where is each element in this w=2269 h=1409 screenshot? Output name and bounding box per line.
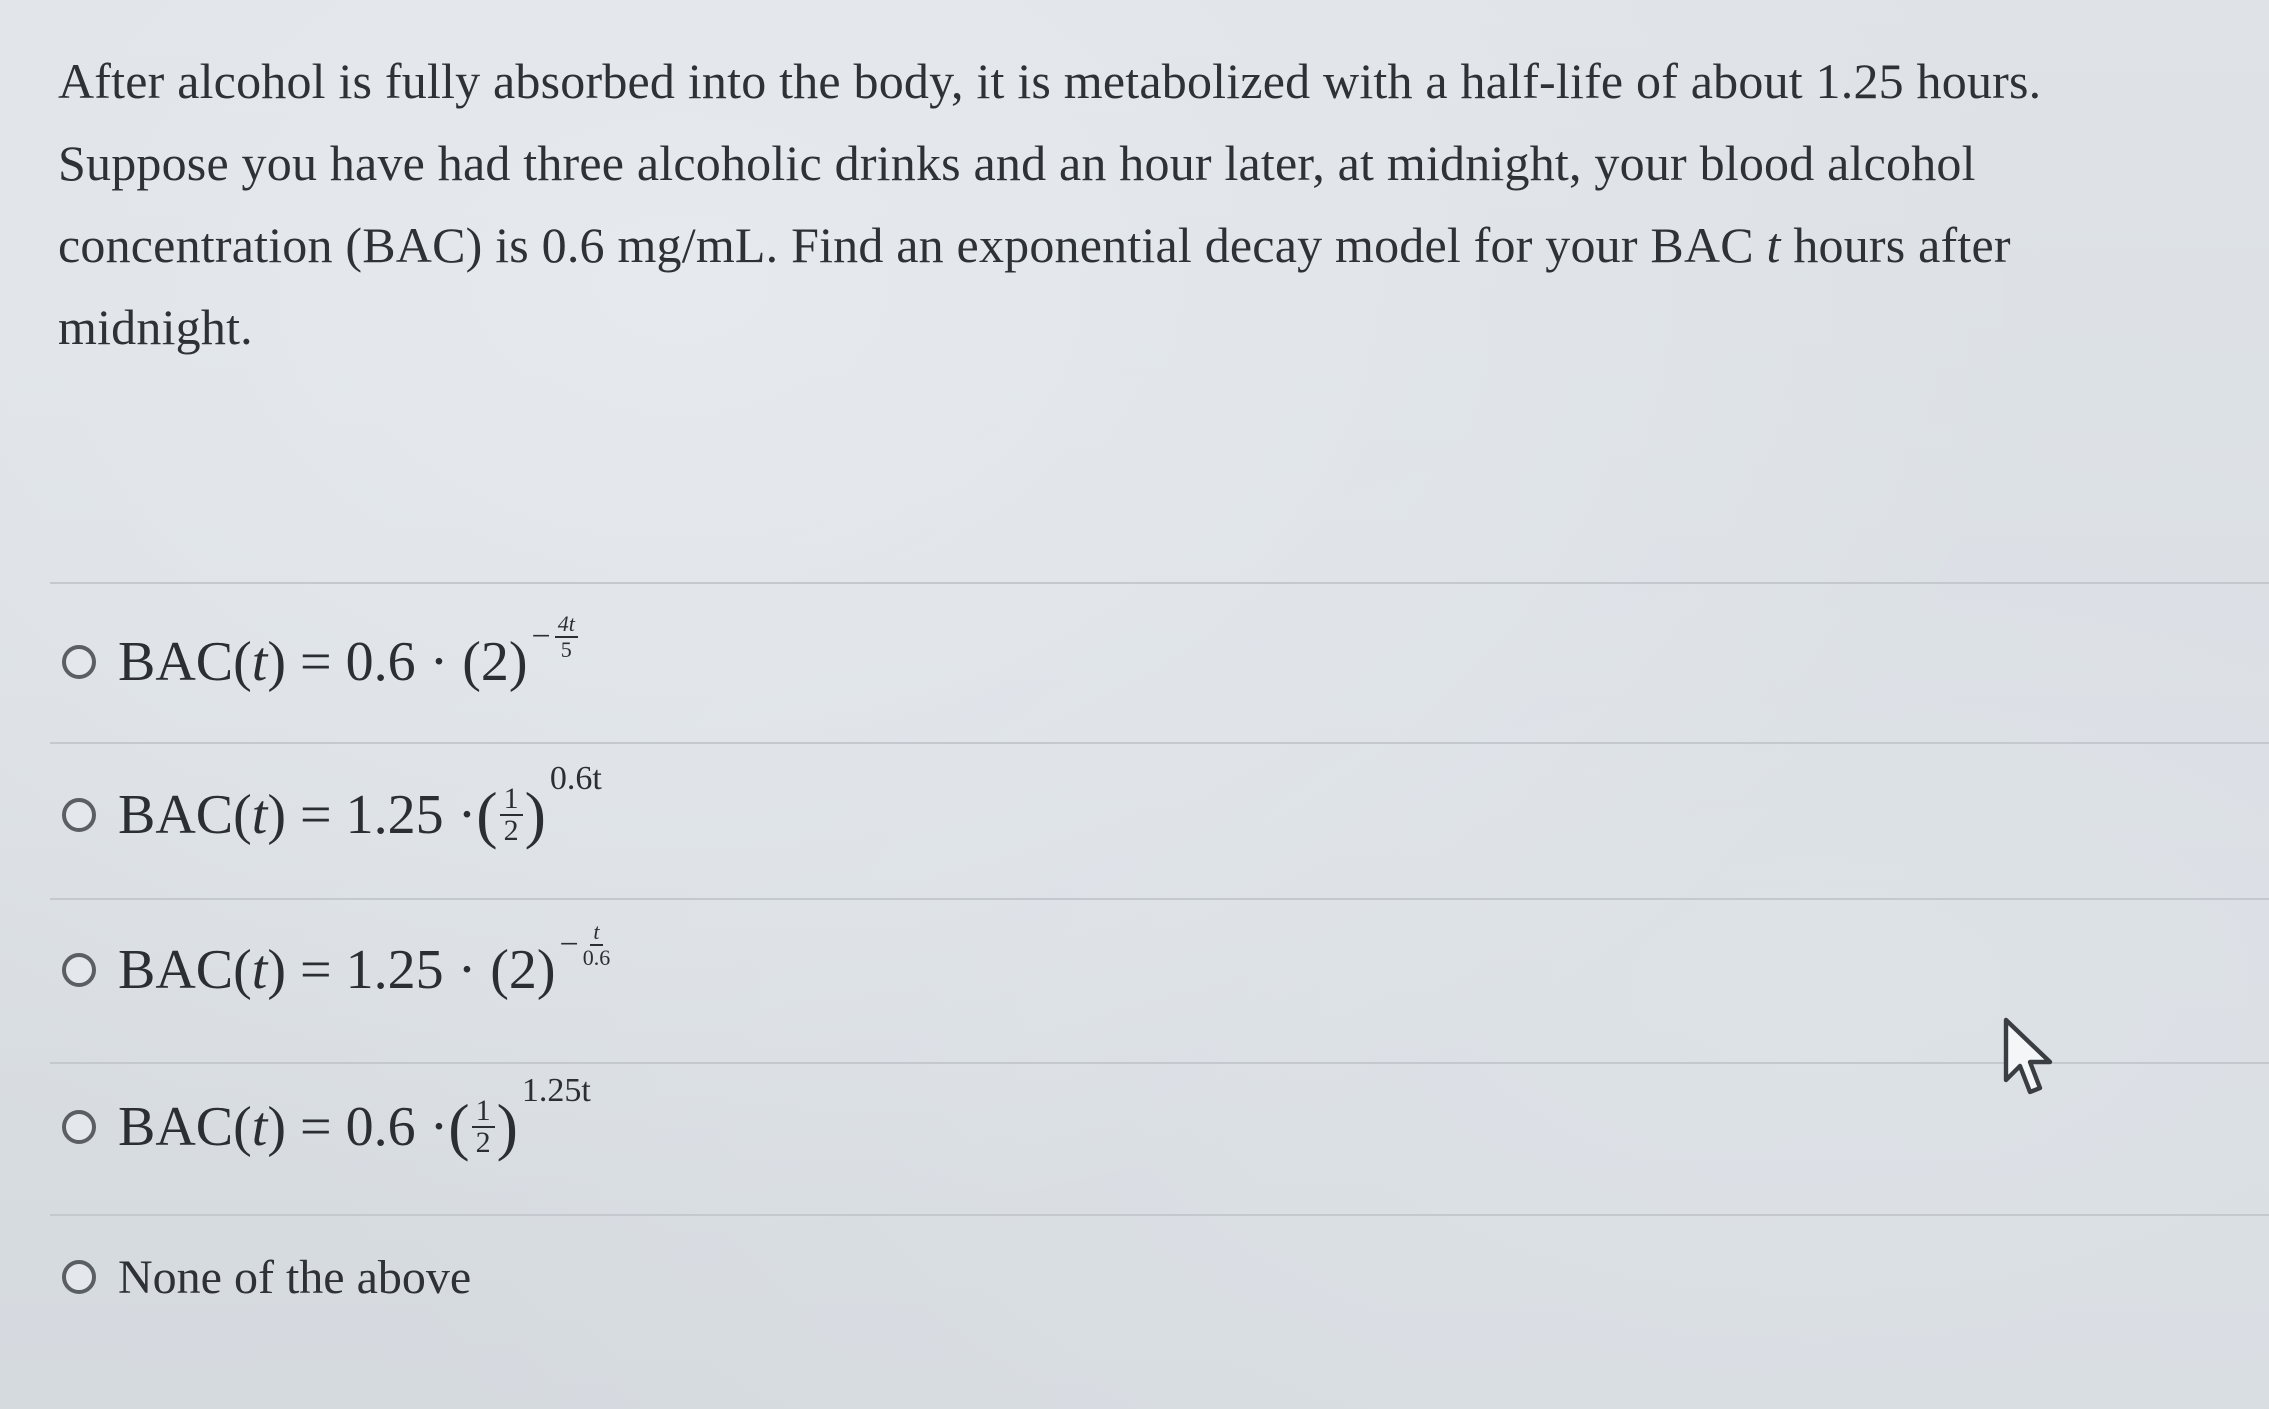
radio-unselected-icon[interactable]: [62, 1110, 96, 1144]
option-3-formula: BAC( t ) = 1.25 · (2) − $\frac{t}{0.6}$: [118, 919, 611, 1001]
option-2-exponent: 0.6t: [549, 760, 602, 797]
question-text: [58, 40, 2238, 368]
option-none-label: None of the above: [118, 1250, 472, 1304]
divider-2: [50, 898, 2269, 900]
question-line-1: After alcohol is fully absorbed into the body, it is metabolized with a half-life of about 1.25 hours.: [58, 53, 2042, 109]
option-4-base: ( $\frac{1}{2}$ ): [448, 1091, 518, 1162]
option-2-base: ( $\frac{1}{2}$ ): [476, 779, 546, 850]
option-1-exponent: − $\frac{4t}{5}$: [532, 612, 578, 662]
option-1-formula: BAC( t ) = 0.6 · (2) − $\frac{4t}{5}$: [118, 630, 578, 694]
radio-unselected-icon[interactable]: [62, 645, 96, 679]
radio-unselected-icon[interactable]: [62, 798, 96, 832]
question-line-4: midnight.: [58, 299, 253, 355]
answer-option-2[interactable]: [62, 760, 602, 870]
radio-unselected-icon[interactable]: [62, 1260, 96, 1294]
answer-option-4[interactable]: [62, 1072, 591, 1182]
radio-unselected-icon[interactable]: [62, 953, 96, 987]
divider-top: [50, 582, 2269, 584]
question-line-2: Suppose you have had three alcoholic drinks and an hour later, at midnight, your blood alcohol: [58, 135, 1976, 191]
option-3-exponent: − $\frac{t}{0.6}$: [559, 919, 611, 970]
divider-3: [50, 1062, 2269, 1064]
option-4-exponent: 1.25t: [521, 1072, 591, 1109]
divider-4: [50, 1214, 2269, 1216]
option-2-formula: BAC( t ) = 1.25 · ( $\frac{1}{2}$ ) 0.6t: [118, 760, 602, 850]
question-line-3: concentration (BAC) is 0.6 mg/mL. Find an exponential decay model for your BAC t hours after: [58, 217, 2011, 273]
option-4-formula: BAC( t ) = 0.6 · ( $\frac{1}{2}$ ) 1.25t: [118, 1072, 591, 1162]
answer-option-none[interactable]: [62, 1222, 471, 1332]
answer-option-3[interactable]: [62, 915, 610, 1025]
answer-option-1[interactable]: [62, 607, 578, 717]
arrow-cursor-icon: [1998, 1016, 2062, 1100]
divider-1: [50, 742, 2269, 744]
